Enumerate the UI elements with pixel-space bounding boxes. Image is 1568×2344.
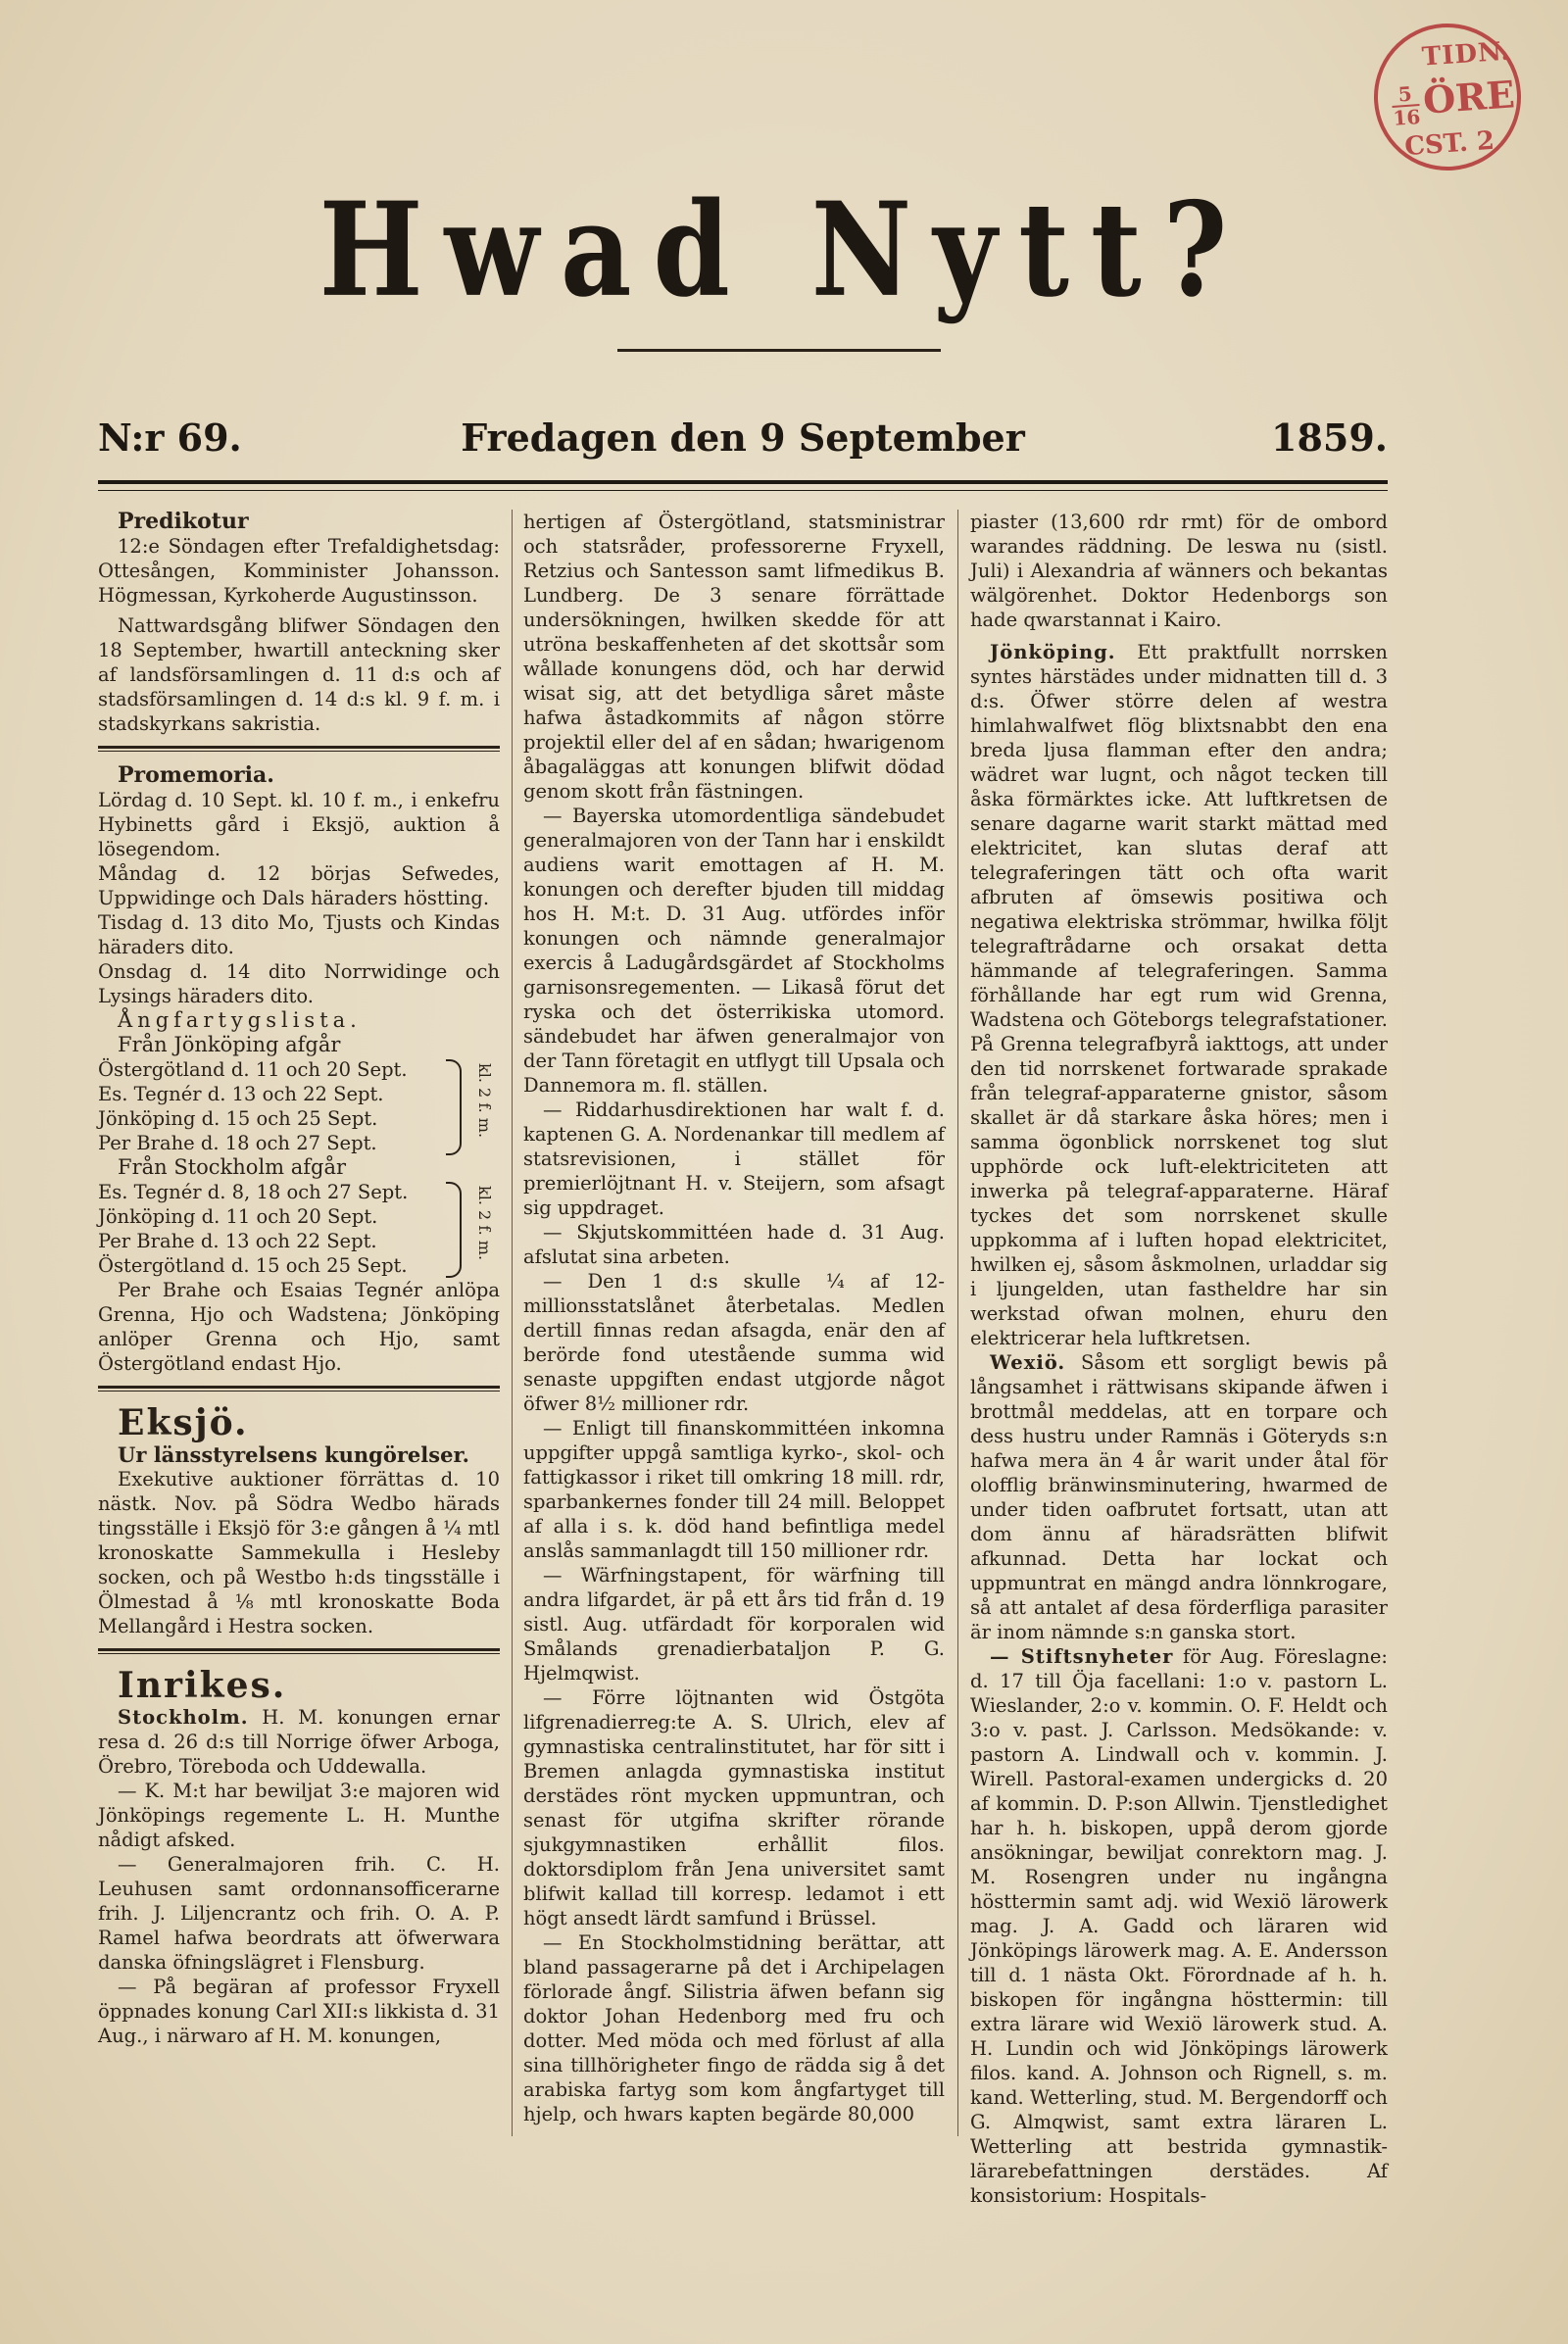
paragraph: piaster (13,600 rdr rmt) för de ombord warandes räddning. De leswa nu (sistl. Juli) i Alexandria af wänners och bekantas wälgörenhet. Doktor Hedenborgs son hade qwarstannat i Kairo.	[970, 511, 1388, 631]
paragraph: Exekutive auktioner förrättas d. 10 nästk. Nov. på Södra Wedbo härads tingsställe i Eksjö för 3:e gången å ¼ mtl kronoskatte Sammekulla i Hesleby socken, och på Westbo h:ds tingsställe i Ölmestad å ⅛ mtl kronoskatte Boda Mellangård i Hestra socken.	[98, 1468, 500, 1637]
section-rule	[98, 746, 500, 752]
paragraph: — Generalmajoren frih. C. H. Leuhusen samt ordonnansofficerarne frih. J. Liljencrantz och frih. O. A. P. Ramel hafwa beordrats att öfwerwara danska öfningslägret i Flensburg.	[98, 1853, 500, 1974]
dateline	[98, 415, 1388, 470]
column-1	[98, 510, 500, 2048]
dateline-place: Stockholm.	[118, 1706, 249, 1729]
title-rule	[617, 349, 941, 352]
header-rule-thin	[98, 490, 1388, 491]
stamp-line-1: TIDN.	[1421, 36, 1512, 73]
paragraph: — Riddarhusdirektionen har walt f. d. kaptenen G. A. Nordenankar till medlem af statsrevisionen, i stället för premierlöjtnant H. v. Steijern, som afsagt sig uppdraget.	[523, 1099, 945, 1219]
column-divider	[512, 510, 513, 2136]
paragraph: — K. M:t har bewiljat 3:e majoren wid Jönköpings regemente L. H. Munthe nådigt afsked.	[98, 1780, 500, 1851]
paragraph: — Bayerska utomordentliga sändebudet generalmajoren von der Tann har i enskildt audiens warit emottagen af H. M. konungen och derefter bjuden till middag hos H. M:t. D. 31 Aug. utfördes inför konungen och nämnde generalmajor exercis å Ladugårdsgärdet af Stockholms garnisonsregementen. — Likaså förut det ryska och det österrikiska utomord. sändebudet har äfwen generalmajor von der Tann företagit en utflygt till Upsala och Dannemora m. fl. ställen.	[523, 805, 945, 1097]
paragraph: hertigen af Östergötland, statsministrar och statsråder, professorerne Fryxell, Retzius och Santesson samt lifmedikus B. Lundberg. De 3 senare förrättade undersökningen, hwilken skedde för att utröna beskaffenheten af det skottsår som wållade konungens död, och har derwid wisat sig, att det betydliga såret måste hafwa åstadkommits af någon större projektil eller del af en sådan; hwarigenom åbagaläggas att konungen blifwit dödad genom skott från fästningen.	[523, 511, 945, 803]
paragraph-text: H. M. konungen ernar resa d. 26 d:s till Norrige öfwer Arboga, Örebro, Töreboda och Uddewalla.	[98, 1706, 500, 1778]
schedule-row: Jönköping d. 11 och 20 Sept.	[98, 1205, 378, 1228]
section-heading-predikotur: Predikotur	[118, 509, 249, 534]
schedule-time: kl. 2 f. m.	[475, 1186, 494, 1261]
paragraph	[970, 640, 1388, 1350]
stamp-line-2: ÖRE	[1421, 72, 1517, 122]
column-divider	[957, 510, 958, 2136]
paragraph-text: Såsom ett sorgligt bewis på långsamhet i rättwisans skipande äfwen i brottmål meddelas, att en torpare och dess hustru under Ramnäs i Göteryds s:n hafwa mera än 4 år warit under åtal för olofflig bränwinsminutering, hwarmed de under tiden oafbrutet fortsatt, utan att dom ännu af häradsrätten blifwit afkunnad. Detta har lockat och uppmuntrat en mängd andra lönnkrogare, så att antalet af desa förderfliga parasiter är inom nämnde s:n ganska stort.	[970, 1351, 1389, 1643]
section-rule	[98, 1648, 500, 1654]
paragraph: — Wärfningstapent, för wärfning till andra lifgardet, är på ett års tid från d. 19 sistl. Aug. utfärdadt för korporalen wid Smålands grenadierbataljon P. G. Hjelmqwist.	[523, 1564, 945, 1685]
schedule-row: Es. Tegnér d. 8, 18 och 27 Sept.	[98, 1181, 409, 1203]
paragraph	[970, 1644, 1388, 2208]
stamp-fraction-top: 5	[1396, 81, 1413, 107]
section-rule	[98, 1386, 500, 1392]
dateline-place: — Stiftsnyheter	[990, 1645, 1174, 1668]
issue-number: N:r 69.	[98, 415, 242, 460]
departures-from-jonkoping: Från Jönköping afgår	[118, 1033, 341, 1056]
subheading-kungorelser: Ur länsstyrelsens kungörelser.	[118, 1442, 469, 1467]
schedule-jonkoping	[98, 1057, 500, 1155]
column-3	[970, 510, 1388, 2208]
memo-item: Lördag d. 10 Sept. kl. 10 f. m., i enkefru Hybinetts gård i Eksjö, auktion å lösegendom.	[98, 789, 500, 860]
paragraph: Per Brahe och Esaias Tegnér anlöpa Grenna, Hjo och Wadstena; Jönköping anlöper Grenna och Hjo, samt Östergötland endast Hjo.	[98, 1279, 500, 1375]
schedule-stockholm	[98, 1180, 500, 1278]
issue-date: Fredagen den 9 September	[461, 415, 1025, 460]
departures-from-stockholm: Från Stockholm afgår	[118, 1155, 347, 1179]
dateline-place: Jönköping.	[990, 641, 1116, 663]
memo-item: Måndag d. 12 börjas Sefwedes, Uppwidinge och Dals häraders höstting.	[98, 862, 500, 909]
paragraph: — Förre löjtnanten wid Östgöta lifgrenadierreg:te A. S. Ulrich, elev af gymnastiska centralinstitutet, har för sitt i Bremen anlagda gymnastiska institut derstädes rönt mycken uppmuntran, och senast för utgifna skrifter rörande sjukgymnastiken erhållit filos. doktorsdiplom från Jena universitet samt blifwit kallad till korresp. ledamot i ett högt ansedt lärdt samfund i Brüssel.	[523, 1686, 945, 1929]
paragraph	[970, 1350, 1388, 1644]
schedule-row: Es. Tegnér d. 13 och 22 Sept.	[98, 1083, 384, 1105]
schedule-brace	[446, 1059, 462, 1155]
paragraph: — Den 1 d:s skulle ¼ af 12-millionsstatslånet återbetalas. Medlen dertill finnas redan afsagda, enär den af berörde fond utestående summa wid senaste uppgiften endast utgjorde något öfwer 8½ millioner rdr.	[523, 1270, 945, 1415]
memo-item: Onsdag d. 14 dito Norrwidinge och Lysings häraders dito.	[98, 960, 500, 1007]
paragraph: — Enligt till finanskommittéen inkomna uppgifter uppgå samtliga kyrko-, skol- och fattigkassor i riket till omkring 18 mill. rdr, sparbankernes fonder till 24 mill. Beloppet af alla i s. k. död hand befintliga medel anslås sammanlagdt till 150 millioner rdr.	[523, 1417, 945, 1562]
schedule-row: Jönköping d. 15 och 25 Sept.	[98, 1107, 378, 1130]
schedule-row: Per Brahe d. 18 och 27 Sept.	[98, 1132, 377, 1154]
paragraph: — En Stockholmstidning berättar, att bland passagerarne på det i Archipelagen förlorade ångf. Silistria äfwen befann sig doktor Johan Hedenborg med fru och dotter. Med möda och med förlust af alla sina tillhörigheter fingo de rädda sig å det arabiska fartyg som kom ångfartyget till hjelp, och hwars kapten begärde 80,000	[523, 1931, 945, 2125]
header-rule	[98, 480, 1388, 484]
section-heading-inrikes: Inrikes.	[118, 1665, 287, 1706]
schedule-row: Östergötland d. 11 och 20 Sept.	[98, 1058, 408, 1081]
memo-item: Tisdag d. 13 dito Mo, Tjusts och Kindas häraders dito.	[98, 911, 500, 958]
schedule-brace	[446, 1182, 462, 1278]
newspaper-title: Hwad Nytt?	[318, 174, 1250, 326]
issue-year: 1859.	[1271, 415, 1388, 460]
paragraph-text: för Aug. Föreslagne: d. 17 till Öja facellani: 1:o v. pastorn L. Wieslander, 2:o v. kommin. O. F. Heldt och 3:o v. past. J. Carlsson. Medsökande: v. pastorn A. Lindwall och v. kommin. J. Wirell. Pastoral-examen undergicks d. 20 af kommin. D. P:son Allwin. Tjenstledighet har h. h. biskopen, uppå derom gjorde ansökningar, bewiljat conrektorn mag. J. M. Rosengren under nu ingångna hösttermin samt adj. wid Wexiö lärowerk mag. J. A. Gadd och läraren wid Jönköpings lärowerk mag. A. E. Andersson till d. 1 nästa Okt. Förordnade af h. h. biskopen för ingångna hösttermin: till extra lärare wid Wexiö lärowerk stud. A. H. Lundin och wid Jönköpings lärowerk filos. kand. A. Johnson och Rignell, s. m. kand. Wetterling, stud. M. Bergendorff och G. Almqwist, samt extra läraren L. Wetterling att bestrida gymnastik-lärarebefattningen derstädes. Af konsistorium: Hospitals-	[970, 1645, 1388, 2207]
stamp-fraction	[1391, 82, 1421, 129]
schedule-time: kl. 2 f. m.	[475, 1063, 494, 1139]
steamer-list-heading: Ångfartygslista.	[118, 1008, 362, 1032]
column-2	[523, 510, 945, 2126]
stamp-fraction-bottom: 16	[1392, 105, 1422, 130]
paragraph: — På begäran af professor Fryxell öppnades konung Carl XII:s likkista d. 31 Aug., i närwaro af H. M. konungen,	[98, 1976, 500, 2047]
schedule-row: Per Brahe d. 13 och 22 Sept.	[98, 1230, 377, 1252]
paragraph: Nattwardsgång blifwer Söndagen den 18 September, hwartill anteckning sker af landsförsamlingen d. 11 d:s och af stadsförsamlingen d. 14 d:s kl. 9 f. m. i stadskyrkans sakristia.	[98, 614, 500, 735]
section-heading-promemoria: Promemoria.	[118, 762, 274, 788]
paragraph-text: Ett praktfullt norrsken syntes härstädes under midnatten till d. 3 d:s. Öfwer större delen af westra himlahwalfwet flög blixtsnabbt den ena breda ljusa flamman efter den andra; wädret war lugnt, och något tecken till åska förmärktes icke. Att luftkretsen de senare dagarne warit starkt mättad med elektricitet, kan slutas deraf att telegraferingen tätt och ofta warit afbruten af ömsewis positiwa och negatiwa elektriska strömmar, hwilka följt telegraftrådarne och orsakat detta hämmande af telegraferingen. Samma förhållande har egt rum wid Grenna, Wadstena och Göteborgs telegrafstationer. På Grenna telegrafbyrå iakttogs, att under den tid norrskenet fortwarade sprakade från telegraf-apparaterne gnistor, såsom skallet är då starkare åska höres; men i samma ögonblick norrskenet tog slut upphörde ock luft-elektriciteten att inwerka på telegraf-apparaterne. Häraf tyckes det som norrskenet skulle uppkomma af i luften hopad elektricitet, hwilken ej, såsom åskmolnen, urladdar sig i ljungelden, utan fastheldre har sin werkstad ofwan molnen, ehuru den elektricerar hela luftkretsen.	[970, 641, 1388, 1349]
stamp-line-3: CST. 2	[1403, 125, 1495, 163]
dateline-place: Wexiö.	[990, 1351, 1066, 1374]
section-heading-eksjo: Eksjö.	[118, 1402, 249, 1443]
paragraph	[98, 1705, 500, 1779]
paragraph: 12:e Söndagen efter Trefaldighetsdag: Ottesången, Komminister Johansson. Högmessan, Kyrkoherde Augustinsson.	[98, 535, 500, 607]
schedule-row: Östergötland d. 15 och 25 Sept.	[98, 1254, 408, 1277]
paragraph: — Skjutskommittéen hade d. 31 Aug. afslutat sina arbeten.	[523, 1221, 945, 1268]
